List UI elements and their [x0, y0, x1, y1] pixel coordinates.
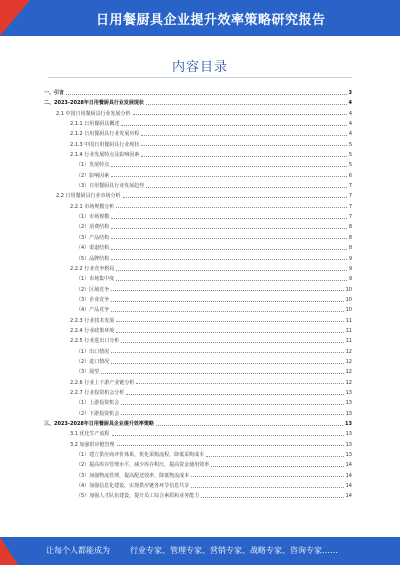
toc-entry-page: 11: [345, 338, 352, 345]
toc-leader-dots: [146, 187, 347, 188]
toc-leader-dots: [111, 218, 347, 219]
toc-entry[interactable]: [44, 150, 352, 160]
toc-entry[interactable]: [44, 233, 352, 243]
toc-entry-label: （5）品牌结构: [76, 255, 110, 262]
toc-leader-dots: [116, 321, 343, 322]
toc-leader-dots: [121, 125, 347, 126]
toc-entry-page: 7: [348, 193, 352, 200]
toc-entry-label: （1）上游投资机会: [76, 400, 120, 407]
toc-leader-dots: [141, 145, 346, 146]
toc-entry[interactable]: [44, 440, 352, 450]
toc-leader-dots: [111, 301, 343, 302]
toc-entry[interactable]: [44, 274, 352, 284]
toc-entry-page: 13: [345, 410, 352, 417]
toc-entry[interactable]: [44, 481, 352, 491]
toc-entry-page: 4: [348, 121, 352, 128]
toc-entry[interactable]: [44, 171, 352, 181]
toc-entry-label: （2）消费结构: [76, 224, 110, 231]
toc-entry-label: 2.2.2 行业竞争格局: [70, 265, 115, 272]
toc-entry[interactable]: [44, 419, 352, 429]
toc-entry[interactable]: [44, 129, 352, 139]
toc-entry-page: 12: [345, 358, 352, 365]
toc-leader-dots: [116, 332, 343, 333]
toc-entry-page: 7: [348, 203, 352, 210]
toc-leader-dots: [136, 383, 343, 384]
toc-leader-dots: [101, 373, 343, 374]
toc-entry-label: 2.2 日用餐厨具行业市场分析: [56, 193, 121, 200]
toc-entry[interactable]: [44, 222, 352, 232]
toc-entry[interactable]: [44, 336, 352, 346]
toc-entry-label: 2.1.4 行业发展特点及影响因素: [70, 152, 140, 159]
toc-leader-dots: [111, 166, 347, 167]
table-of-contents: [44, 88, 352, 502]
toc-entry[interactable]: [44, 450, 352, 460]
footer-slogan: 让每个人都能成为: [46, 546, 110, 555]
toc-entry-page: 4: [348, 100, 352, 107]
toc-entry-page: 8: [348, 234, 352, 241]
toc-entry[interactable]: [44, 243, 352, 253]
toc-entry-page: 11: [345, 327, 352, 334]
toc-leader-dots: [201, 497, 343, 498]
toc-leader-dots: [111, 290, 343, 291]
toc-leader-dots: [111, 228, 347, 229]
toc-leader-dots: [156, 425, 343, 426]
toc-leader-dots: [111, 259, 347, 260]
toc-entry-page: 14: [345, 493, 352, 500]
toc-entry-label: 2.2.5 行业进出口分析: [70, 338, 120, 345]
toc-entry-label: （1）市场规模: [76, 214, 110, 221]
toc-entry-label: （4）渠道结构: [76, 245, 110, 252]
toc-entry-page: 9: [348, 265, 352, 272]
toc-entry-page: 12: [345, 369, 352, 376]
toc-leader-dots: [111, 249, 347, 250]
toc-entry-label: 2.2.3 行业技术发展: [70, 317, 115, 324]
toc-entry-label: （3）产品结构: [76, 234, 110, 241]
toc-entry-page: 5: [348, 162, 352, 169]
toc-entry[interactable]: [44, 367, 352, 377]
toc-leader-dots: [111, 311, 343, 312]
toc-entry-label: 3.2 加强供应链管理: [70, 441, 115, 448]
toc-entry[interactable]: [44, 119, 352, 129]
toc-leader-dots: [141, 135, 346, 136]
toc-entry-label: 一、引言: [44, 90, 65, 96]
toc-entry-label: （4）产品竞争: [76, 307, 110, 314]
report-header: [0, 0, 400, 36]
toc-leader-dots: [117, 445, 344, 446]
toc-entry-label: （1）市场集中度: [76, 276, 115, 283]
toc-entry-page: 13: [345, 431, 352, 438]
toc-entry[interactable]: [44, 326, 352, 336]
toc-entry-label: （2）进口情况: [76, 358, 110, 365]
toc-leader-dots: [141, 156, 346, 157]
toc-entry[interactable]: [44, 191, 352, 201]
toc-entry-label: 2.2.7 行业投资机会分析: [70, 389, 125, 396]
toc-leader-dots: [121, 342, 343, 343]
toc-entry-page: 5: [348, 152, 352, 159]
toc-entry[interactable]: [44, 429, 352, 439]
toc-entry-page: 14: [345, 472, 352, 479]
toc-entry-label: 2.2.4 行业政策环境: [70, 327, 115, 334]
toc-entry[interactable]: [44, 460, 352, 470]
toc-entry[interactable]: [44, 295, 352, 305]
toc-entry-label: 二、2023-2028年日用餐厨具行业发展现状: [44, 100, 144, 107]
toc-entry[interactable]: [44, 409, 352, 419]
toc-entry[interactable]: [44, 212, 352, 222]
toc-entry[interactable]: [44, 316, 352, 326]
toc-entry-label: （3）加强物流管理，提高配送效率，降低物流成本: [76, 472, 190, 479]
toc-entry[interactable]: [44, 140, 352, 150]
footer-accent-corner: [0, 537, 18, 565]
toc-entry-label: 2.1 中国日用餐厨具行业发展分析: [56, 110, 131, 117]
toc-leader-dots: [111, 352, 343, 353]
toc-entry-label: （2）区域竞争: [76, 286, 110, 293]
toc-entry[interactable]: [44, 202, 352, 212]
footer-experts-text: 行业专家、管理专家、营销专家、战略专家、咨询专家……: [130, 546, 338, 555]
toc-leader-dots: [111, 363, 343, 364]
toc-entry-label: 三、2023-2028年日用餐厨具企业提升效率策略: [44, 421, 154, 427]
toc-entry-page: 12: [345, 379, 352, 386]
toc-entry-page: 8: [348, 224, 352, 231]
toc-entry-label: （3）企业竞争: [76, 296, 110, 303]
report-title: 日用餐厨具企业提升效率策略研究报告: [96, 13, 326, 28]
toc-leader-dots: [206, 456, 343, 457]
toc-leader-dots: [133, 114, 347, 115]
toc-entry[interactable]: [44, 378, 352, 388]
report-footer: [0, 537, 400, 565]
toc-entry-page: 14: [345, 483, 352, 490]
toc-entry-label: （2）提高库存管理水平，减少库存积压，提高资金使用效率: [76, 462, 210, 469]
toc-leader-dots: [126, 394, 343, 395]
toc-entry-page: 12: [345, 348, 352, 355]
toc-entry[interactable]: [44, 285, 352, 295]
toc-entry-page: 10: [345, 296, 352, 303]
toc-leader-dots: [112, 435, 344, 436]
toc-entry[interactable]: [44, 109, 352, 119]
toc-entry-label: （1）发展特点: [76, 162, 110, 169]
toc-entry-label: （3）展望: [76, 369, 100, 376]
toc-entry[interactable]: [44, 398, 352, 408]
toc-entry-page: 8: [348, 245, 352, 252]
toc-leader-dots: [116, 270, 347, 271]
toc-entry[interactable]: [44, 254, 352, 264]
toc-entry[interactable]: [44, 98, 352, 108]
toc-entry-page: 9: [348, 276, 352, 283]
toc-leader-dots: [146, 104, 347, 105]
toc-entry-label: 3.1 优化生产流程: [70, 431, 110, 438]
toc-entry-page: 14: [345, 462, 352, 469]
toc-entry[interactable]: [44, 88, 352, 98]
toc-leader-dots: [121, 404, 343, 405]
toc-entry-label: （4）加强信息化建设，实现供应链各环节信息共享: [76, 483, 190, 490]
toc-entry-page: 9: [348, 255, 352, 262]
toc-entry[interactable]: [44, 388, 352, 398]
toc-entry-label: 2.1.3 中国日用餐厨具行业现状: [70, 141, 140, 148]
toc-leader-dots: [191, 476, 343, 477]
toc-entry-page: 13: [345, 421, 352, 427]
toc-entry[interactable]: [44, 160, 352, 170]
toc-entry-page: 13: [345, 389, 352, 396]
toc-entry-label: （2）下游投资机会: [76, 410, 120, 417]
toc-entry[interactable]: [44, 491, 352, 501]
toc-entry-label: 2.1.2 日用餐厨具行业发展历程: [70, 131, 140, 138]
toc-leader-dots: [116, 280, 347, 281]
toc-leader-dots: [191, 487, 343, 488]
toc-entry-label: 2.1.1 日用餐厨具概述: [70, 121, 120, 128]
toc-entry-page: 7: [348, 183, 352, 190]
toc-entry-page: 4: [348, 131, 352, 138]
toc-entry-page: 10: [345, 307, 352, 314]
toc-heading: 内容目录: [171, 60, 228, 75]
toc-entry[interactable]: [44, 264, 352, 274]
toc-leader-dots: [116, 207, 347, 208]
toc-entry[interactable]: [44, 305, 352, 315]
toc-leader-dots: [211, 466, 343, 467]
toc-entry-page: 10: [345, 286, 352, 293]
toc-entry[interactable]: [44, 347, 352, 357]
toc-leader-dots: [123, 197, 347, 198]
toc-entry[interactable]: [44, 357, 352, 367]
toc-entry-page: 3: [348, 90, 352, 96]
toc-entry-page: 13: [345, 452, 352, 459]
toc-entry-label: （1）出口情况: [76, 348, 110, 355]
toc-leader-dots: [121, 414, 343, 415]
header-accent-corner: [0, 0, 30, 36]
toc-leader-dots: [111, 176, 347, 177]
toc-entry-label: （3）日用餐厨具行业发展趋势: [76, 183, 145, 190]
toc-entry[interactable]: [44, 471, 352, 481]
toc-leader-dots: [66, 94, 347, 95]
toc-entry-label: （2）影响因素: [76, 172, 110, 179]
toc-entry[interactable]: [44, 181, 352, 191]
toc-entry-label: （5）加强人才队伍建设，提升员工综合素质和业务能力: [76, 493, 200, 500]
toc-leader-dots: [111, 238, 347, 239]
toc-entry-label: 2.2.1 市场规模分析: [70, 203, 115, 210]
toc-entry-page: 13: [345, 400, 352, 407]
toc-entry-label: （1）建立供应商评价体系，优化采购流程，降低采购成本: [76, 452, 205, 459]
toc-entry-page: 7: [348, 214, 352, 221]
toc-entry-page: 5: [348, 141, 352, 148]
toc-entry-page: 6: [348, 172, 352, 179]
toc-entry-page: 11: [345, 317, 352, 324]
toc-entry-page: 4: [348, 110, 352, 117]
toc-entry-page: 13: [345, 441, 352, 448]
toc-entry-label: 2.2.6 行业上下游产业链分析: [70, 379, 135, 386]
toc-heading-rule: [48, 77, 352, 78]
